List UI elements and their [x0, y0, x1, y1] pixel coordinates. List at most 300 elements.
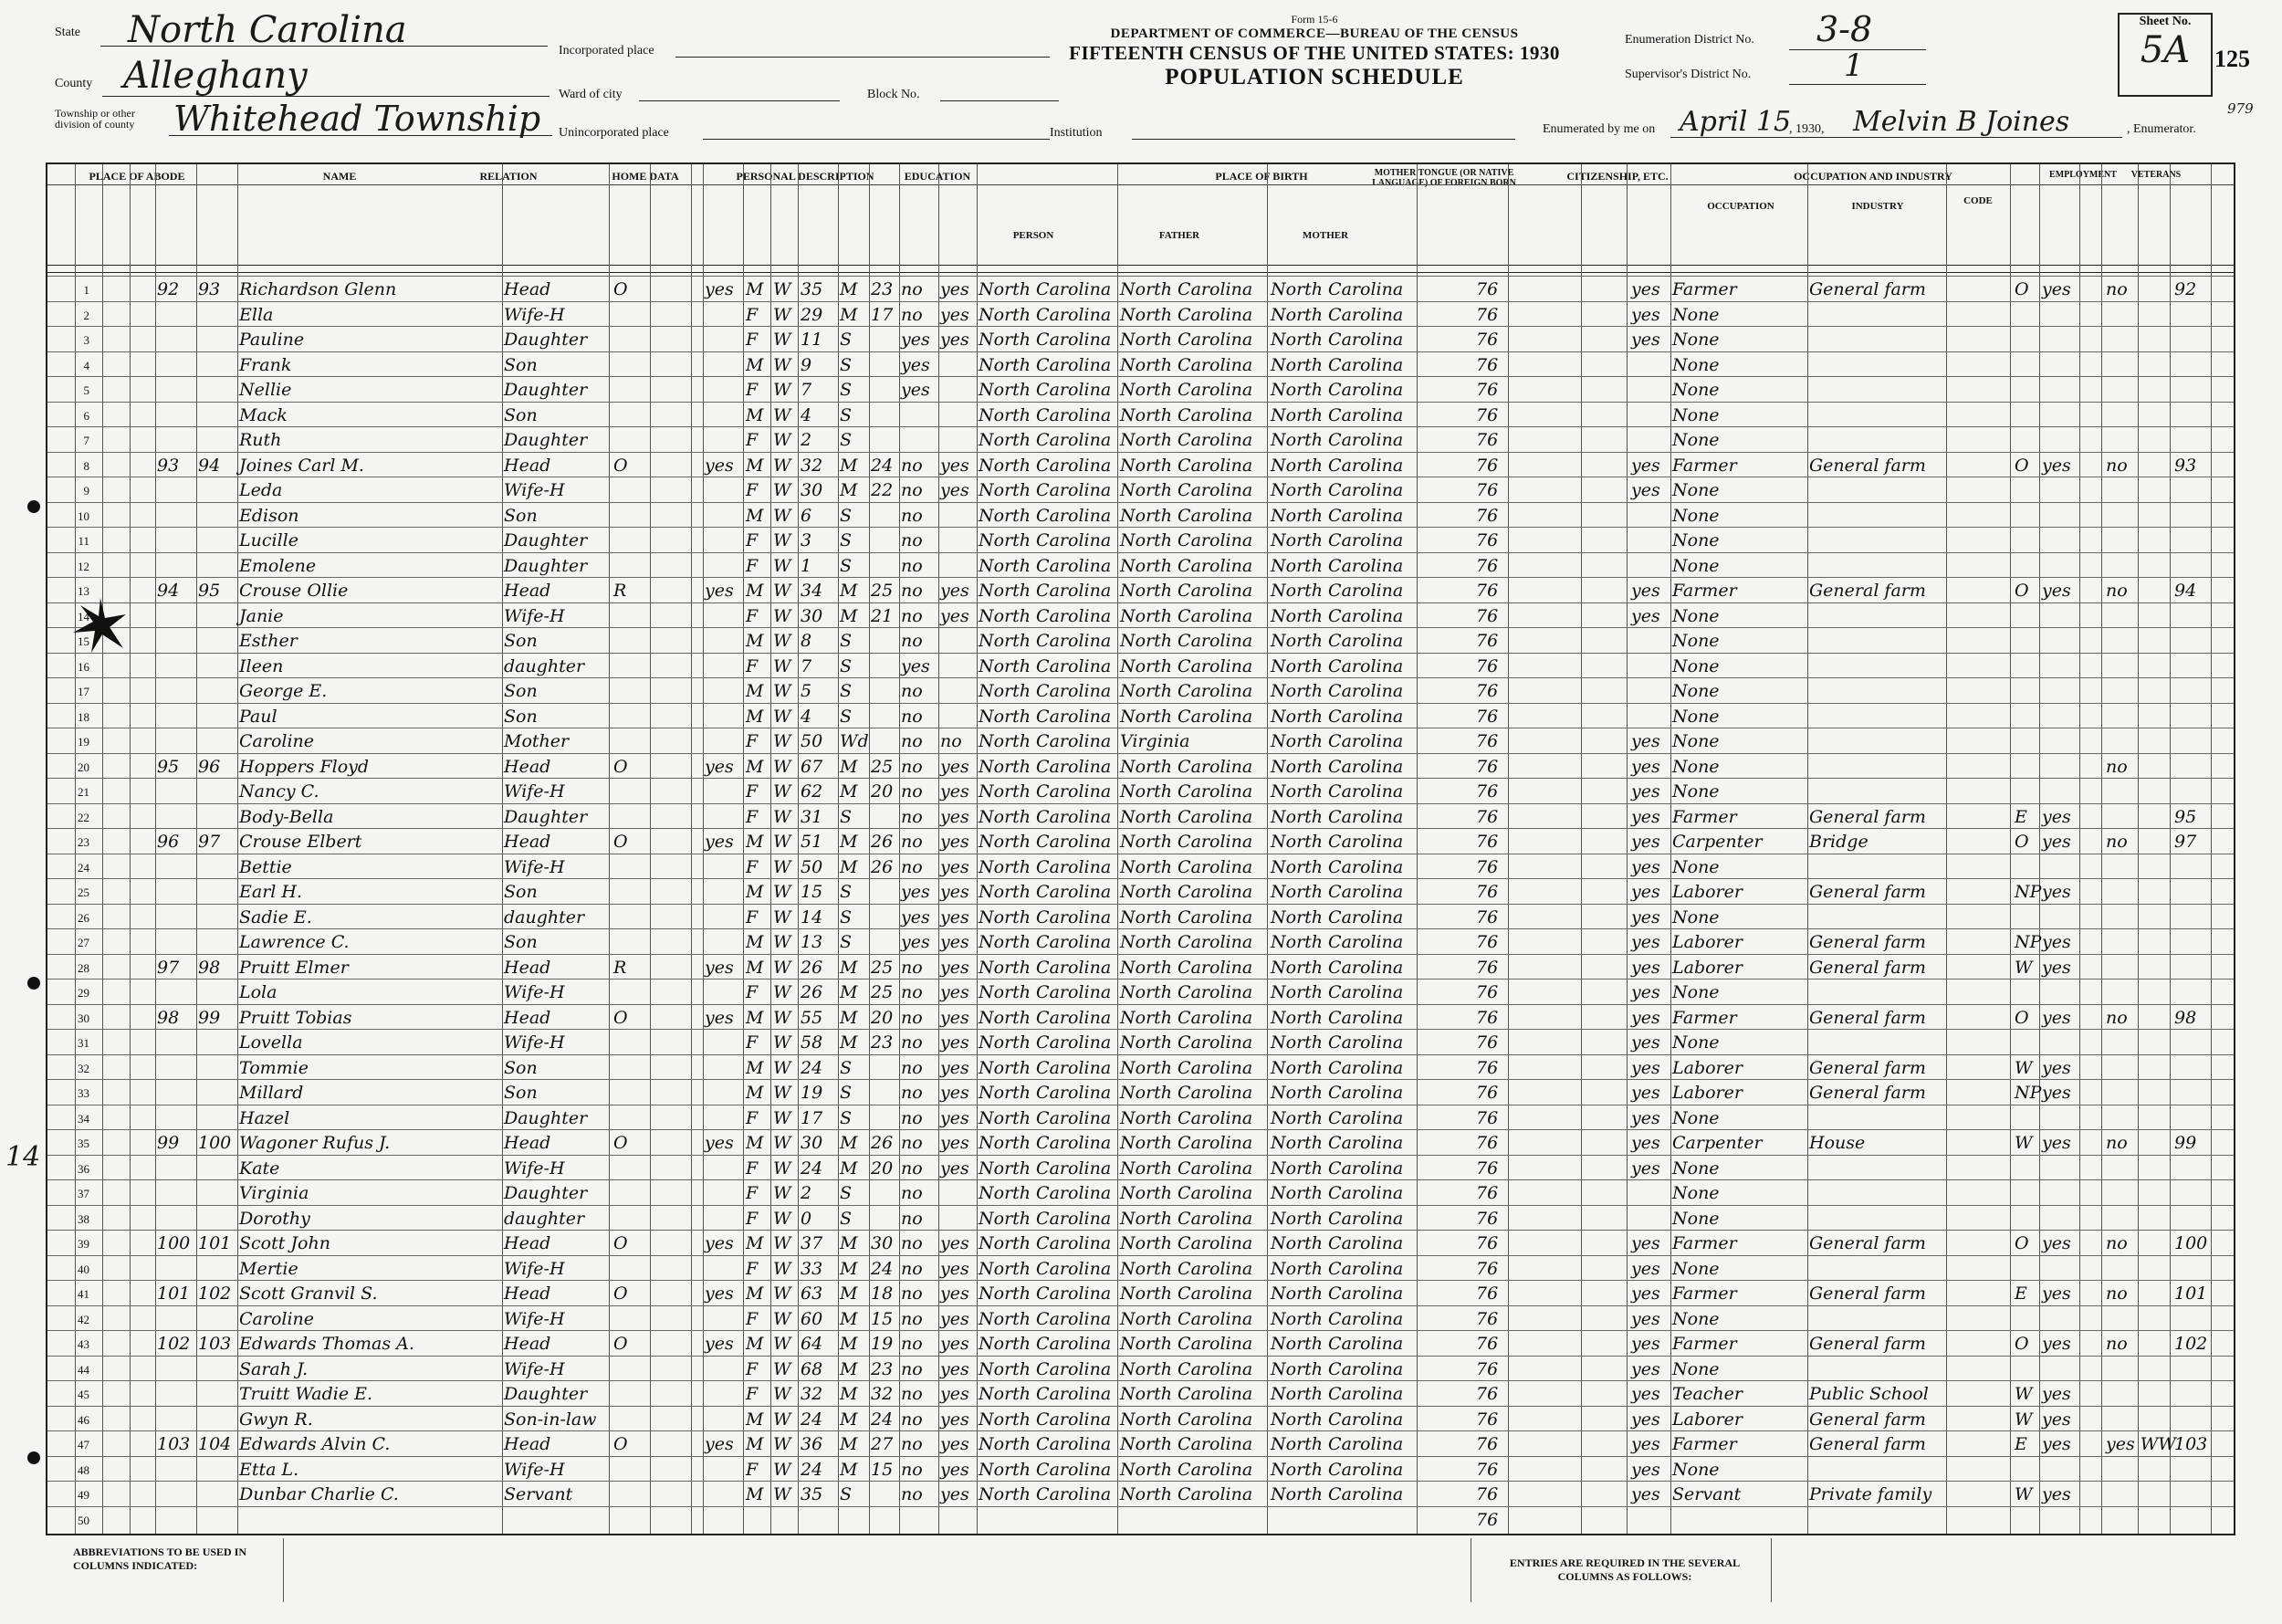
cell-own: [613, 403, 650, 429]
cell-eng: yes: [1631, 455, 1660, 476]
cell-name: Pruitt Elmer: [239, 957, 349, 978]
cell-occ: None: [1672, 330, 1720, 350]
cell-radio: yes: [705, 581, 734, 601]
cell-age: 24: [801, 1057, 823, 1078]
cell-radio: [705, 1105, 741, 1132]
cell-agem: [871, 1055, 898, 1082]
cell-mar: S: [840, 1107, 853, 1128]
cell-own: [613, 804, 650, 831]
cell-rel: Daughter: [504, 430, 588, 450]
cell-mar: S: [840, 932, 853, 952]
table-row: [47, 527, 2234, 553]
ward-label: Ward of city: [559, 88, 623, 101]
cell-occ: None: [1672, 756, 1720, 777]
punch-hole-1: [27, 500, 40, 513]
cell-bp: North Carolina: [979, 1032, 1112, 1053]
cell-cls: [2015, 980, 2037, 1006]
cell-bf: North Carolina: [1120, 1233, 1253, 1253]
cell-sex: F: [746, 1308, 759, 1329]
cell-bp: North Carolina: [979, 731, 1112, 751]
cell-mar: S: [840, 1083, 853, 1103]
census-title: FIFTEENTH CENSUS OF THE UNITED STATES: 1930: [1069, 42, 1560, 64]
cell-read: [940, 503, 977, 529]
cell-mar: M: [840, 1334, 858, 1354]
cell-work: [2042, 1206, 2078, 1232]
cell-farm: [2174, 654, 2211, 680]
cell-age: 32: [801, 455, 823, 476]
cell-race: W: [773, 631, 791, 651]
cell-bm: North Carolina: [1271, 756, 1404, 777]
cell-own: [613, 728, 650, 755]
cell-work: [2042, 352, 2078, 379]
cell-farm: 97: [2174, 832, 2197, 852]
cell-occ: Farmer: [1672, 1233, 1737, 1253]
cell-eng: [1631, 403, 1668, 429]
table-row: [47, 1155, 2234, 1181]
cell-ind: [1809, 427, 1946, 454]
cell-bp: North Carolina: [979, 1233, 1112, 1253]
cell-ind: [1809, 1105, 1946, 1132]
cell-fam: [198, 1357, 235, 1383]
cell-sch: no: [901, 957, 923, 978]
cell-ind: [1809, 779, 1946, 805]
cell-fam: [198, 477, 235, 504]
cell-fam: [198, 302, 235, 329]
cell-sex: M: [746, 505, 764, 526]
cell-code: 76: [1476, 882, 1499, 902]
cell-age: 3: [801, 530, 812, 550]
cell-name: Nancy C.: [239, 781, 319, 802]
cell-occ: None: [1672, 1459, 1720, 1480]
cell-sex: M: [746, 1133, 764, 1153]
cell-code: 76: [1476, 279, 1499, 299]
cell-age: 34: [801, 581, 823, 601]
cell-read: yes: [940, 1283, 969, 1304]
cell-radio: [705, 980, 741, 1006]
cell-farm: 102: [2174, 1334, 2208, 1354]
cell-sch: no: [901, 1484, 923, 1504]
table-row: [47, 854, 2234, 880]
cell-work: yes: [2042, 832, 2071, 852]
cell-rel: daughter: [504, 655, 585, 676]
cell-radio: [705, 1206, 741, 1232]
cell-work: [2042, 1457, 2078, 1483]
cell-sex: F: [746, 655, 759, 676]
cell-code: 76: [1476, 1459, 1499, 1480]
cell-dw: [157, 929, 194, 956]
cell-radio: [705, 503, 741, 529]
cell-rel: Head: [504, 279, 551, 299]
cell-rel: Head: [504, 1133, 551, 1153]
enumerator-label: , Enumerator.: [2127, 122, 2196, 136]
cell-cls: W: [2015, 1133, 2033, 1153]
cell-own: [613, 327, 650, 353]
cell-occ: None: [1672, 505, 1720, 526]
cell-dw: [157, 1482, 194, 1508]
cell-own: [613, 503, 650, 529]
cell-sex: F: [746, 1158, 759, 1179]
cell-radio: [705, 1507, 741, 1534]
cell-own: [613, 1105, 650, 1132]
cell-n: 12: [78, 559, 89, 573]
cell-occ: Farmer: [1672, 1007, 1737, 1028]
cell-n: 11: [78, 534, 89, 548]
cell-name: George E.: [239, 681, 328, 701]
cell-name: Richardson Glenn: [239, 279, 397, 299]
cell-race: W: [773, 856, 791, 877]
cell-sch: no: [901, 1308, 923, 1329]
cell-rel: Head: [504, 1434, 551, 1454]
cell-vet: no: [2106, 1007, 2128, 1028]
cell-read: [940, 1507, 977, 1534]
cell-bf: North Carolina: [1120, 581, 1253, 601]
cell-vet: [2106, 905, 2170, 931]
cell-ind: Bridge: [1809, 832, 1869, 852]
cell-work: yes: [2042, 1057, 2071, 1078]
cell-farm: [2174, 327, 2211, 353]
cell-dw: [157, 704, 194, 730]
cell-agem: [871, 905, 898, 931]
cell-sch: no: [901, 631, 923, 651]
cell-sex: F: [746, 555, 759, 576]
cell-cls: [2015, 603, 2037, 630]
cell-bm: North Carolina: [1271, 1484, 1404, 1504]
group-veterans: VETERANS: [2130, 170, 2182, 180]
cell-bp: [979, 1507, 1115, 1534]
cell-bf: North Carolina: [1120, 1308, 1253, 1329]
cell-bm: North Carolina: [1271, 1107, 1404, 1128]
cell-race: W: [773, 304, 791, 325]
cell-n: 2: [83, 308, 89, 322]
cell-vet: [2106, 628, 2170, 655]
cell-code: 76: [1476, 380, 1499, 400]
cell-name: Caroline: [239, 1308, 315, 1329]
cell-read: yes: [940, 1057, 969, 1078]
cell-code: 76: [1476, 1434, 1499, 1454]
cell-vet: [2106, 854, 2170, 881]
cell-radio: [705, 929, 741, 956]
cell-age: 58: [801, 1032, 823, 1053]
group-occupation: OCCUPATION AND INDUSTRY: [1794, 170, 1952, 183]
cell-dw: 101: [157, 1283, 191, 1304]
cell-rel: Daughter: [504, 1107, 588, 1128]
cell-read: yes: [940, 480, 969, 500]
cell-code: 76: [1476, 1007, 1499, 1028]
cell-code: 76: [1476, 1057, 1499, 1078]
cell-own: [613, 477, 650, 504]
cell-fam: [198, 427, 235, 454]
cell-eng: yes: [1631, 806, 1660, 827]
cell-farm: [2174, 1180, 2211, 1207]
cell-name: Edison: [239, 505, 299, 526]
cell-ind: [1809, 854, 1946, 881]
cell-radio: [705, 377, 741, 403]
cell-bf: North Carolina: [1120, 706, 1253, 727]
cell-occ: [1672, 1507, 1809, 1534]
cell-farm: [2174, 1482, 2211, 1508]
cell-radio: [705, 804, 741, 831]
cell-age: 32: [801, 1384, 823, 1404]
cell-eng: yes: [1631, 581, 1660, 601]
cell-sex: F: [746, 605, 759, 626]
cell-agem: 20: [871, 1158, 894, 1179]
cell-radio: yes: [705, 1007, 734, 1028]
cell-read: yes: [940, 756, 969, 777]
table-row: [47, 653, 2234, 679]
cell-code: 76: [1476, 1509, 1499, 1530]
cell-age: 2: [801, 1183, 812, 1203]
cell-sch: no: [901, 756, 923, 777]
cell-bm: North Carolina: [1271, 505, 1404, 526]
cell-farm: 94: [2174, 581, 2197, 601]
cell-read: no: [940, 731, 962, 751]
cell-ind: [1809, 553, 1946, 580]
cell-ind: [1809, 352, 1946, 379]
cell-code: 76: [1476, 505, 1499, 526]
cell-work: yes: [2042, 1233, 2071, 1253]
cell-bf: North Carolina: [1120, 1258, 1253, 1279]
cell-radio: [705, 1030, 741, 1056]
cell-own: [613, 1507, 650, 1534]
cell-farm: 95: [2174, 806, 2197, 827]
cell-code: 76: [1476, 1334, 1499, 1354]
cell-radio: [705, 728, 741, 755]
cell-n: 29: [78, 986, 89, 1000]
cell-farm: [2174, 503, 2211, 529]
cell-eng: [1631, 553, 1668, 580]
cell-bm: North Carolina: [1271, 832, 1404, 852]
cell-n: 23: [78, 835, 89, 849]
cell-ind: [1809, 1256, 1946, 1283]
cell-farm: [2174, 1457, 2211, 1483]
cell-read: yes: [940, 1459, 969, 1480]
cell-farm: [2174, 1105, 2211, 1132]
cell-sch: yes: [901, 906, 930, 927]
cell-bf: North Carolina: [1120, 555, 1253, 576]
cell-own: O: [613, 1133, 628, 1153]
cell-sch: no: [901, 1107, 923, 1128]
cell-code: 76: [1476, 982, 1499, 1002]
cell-vet: [2106, 528, 2170, 554]
cell-code: 76: [1476, 1283, 1499, 1304]
cell-rel: Wife-H: [504, 304, 565, 325]
cell-radio: yes: [705, 1283, 734, 1304]
cell-occ: None: [1672, 304, 1720, 325]
cell-dw: 97: [157, 957, 180, 978]
group-home-data: HOME DATA: [612, 170, 679, 183]
cell-name: Dorothy: [239, 1208, 310, 1229]
cell-occ: None: [1672, 430, 1720, 450]
cell-age: 15: [801, 882, 823, 902]
cell-eng: [1631, 704, 1668, 730]
cell-name: Pauline: [239, 330, 305, 350]
cell-sch: no: [901, 605, 923, 626]
cell-age: 24: [801, 1459, 823, 1480]
cell-cls: [2015, 1507, 2037, 1534]
cell-bm: North Carolina: [1271, 1133, 1404, 1153]
cell-sch: no: [901, 455, 923, 476]
cell-eng: [1631, 427, 1668, 454]
supervisor-label: Supervisor's District No.: [1625, 68, 1752, 81]
cell-read: yes: [940, 1258, 969, 1279]
cell-own: O: [613, 756, 628, 777]
cell-age: 51: [801, 832, 823, 852]
cell-name: Edwards Thomas A.: [239, 1334, 414, 1354]
cell-n: 50: [78, 1513, 89, 1527]
table-row: [47, 402, 2234, 428]
cell-cls: [2015, 754, 2037, 781]
cell-sex: F: [746, 330, 759, 350]
cell-fam: [198, 1156, 235, 1182]
cell-eng: yes: [1631, 781, 1660, 802]
cell-sex: F: [746, 1258, 759, 1279]
cell-vet: [2106, 1080, 2170, 1106]
cell-sch: no: [901, 1183, 923, 1203]
cell-work: yes: [2042, 279, 2071, 299]
cell-work: [2042, 1357, 2078, 1383]
cell-agem: [871, 327, 898, 353]
cell-farm: [2174, 955, 2211, 981]
cell-sex: M: [746, 681, 764, 701]
cell-read: [940, 1180, 977, 1207]
cell-read: yes: [940, 1409, 969, 1430]
cell-work: [2042, 403, 2078, 429]
cell-code: 76: [1476, 404, 1499, 425]
cell-agem: [871, 377, 898, 403]
cell-dw: [157, 1156, 194, 1182]
cell-bm: North Carolina: [1271, 1409, 1404, 1430]
cell-bp: North Carolina: [979, 1459, 1112, 1480]
cell-fam: [198, 1180, 235, 1207]
cell-fam: [198, 779, 235, 805]
cell-work: [2042, 779, 2078, 805]
cell-bm: North Carolina: [1271, 932, 1404, 952]
cell-fam: [198, 879, 235, 906]
cell-occ: None: [1672, 605, 1720, 626]
cell-radio: yes: [705, 1133, 734, 1153]
cell-age: 31: [801, 806, 823, 827]
cell-eng: yes: [1631, 1158, 1660, 1179]
cell-bf: North Carolina: [1120, 1283, 1253, 1304]
cell-own: [613, 779, 650, 805]
cell-bm: North Carolina: [1271, 906, 1404, 927]
cell-occ: Laborer: [1672, 882, 1743, 902]
cell-n: 24: [78, 860, 89, 875]
cell-vet: [2106, 1457, 2170, 1483]
cell-vet: [2106, 603, 2170, 630]
cell-dw: [157, 327, 194, 353]
cell-ind: [1809, 403, 1946, 429]
cell-read: yes: [940, 832, 969, 852]
cell-farm: [2174, 1030, 2211, 1056]
group-employment: EMPLOYMENT: [2049, 170, 2117, 180]
cell-code: 76: [1476, 756, 1499, 777]
cell-agem: [871, 728, 898, 755]
cell-bm: [1271, 1507, 1417, 1534]
cell-cls: NP: [2015, 1083, 2042, 1103]
cell-code: 76: [1476, 856, 1499, 877]
enumerated-label: Enumerated by me on: [1543, 122, 1656, 136]
cell-fam: [198, 377, 235, 403]
cell-eng: yes: [1631, 1409, 1660, 1430]
cell-eng: [1631, 628, 1668, 655]
cell-rel: Wife-H: [504, 1308, 565, 1329]
cell-bm: North Carolina: [1271, 631, 1404, 651]
cell-bf: North Carolina: [1120, 631, 1253, 651]
cell-rel: Servant: [504, 1484, 573, 1504]
cell-farm: [2174, 678, 2211, 705]
cell-vet: no: [2106, 581, 2128, 601]
cell-bp: North Carolina: [979, 1283, 1112, 1304]
cell-work: yes: [2042, 455, 2071, 476]
cell-work: [2042, 905, 2078, 931]
cell-cls: NP: [2015, 882, 2042, 902]
cell-read: yes: [940, 605, 969, 626]
cell-name: Wagoner Rufus J.: [239, 1133, 391, 1153]
cell-vet: no: [2106, 1233, 2128, 1253]
table-row: [47, 276, 2234, 302]
cell-bf: North Carolina: [1120, 455, 1253, 476]
cell-radio: [705, 352, 741, 379]
cell-n: 43: [78, 1337, 89, 1351]
cell-cls: W: [2015, 1057, 2033, 1078]
cell-farm: [2174, 704, 2211, 730]
cell-name: Etta L.: [239, 1459, 299, 1480]
cell-code: 76: [1476, 605, 1499, 626]
cell-bm: North Carolina: [1271, 1032, 1404, 1053]
department: DEPARTMENT OF COMMERCE—BUREAU OF THE CENSUS: [1110, 26, 1519, 41]
cell-vet: [2106, 1206, 2170, 1232]
star-mark-icon: [73, 598, 128, 653]
cell-fam: [198, 352, 235, 379]
cell-bm: North Carolina: [1271, 480, 1404, 500]
cell-vet: [2106, 1357, 2170, 1383]
cell-fam: [198, 327, 235, 353]
cell-farm: [2174, 779, 2211, 805]
table-row: [47, 1406, 2234, 1432]
cell-agem: [871, 1507, 898, 1534]
cell-agem: [871, 403, 898, 429]
cell-occ: None: [1672, 530, 1720, 550]
cell-bf: North Carolina: [1120, 505, 1253, 526]
cell-bp: North Carolina: [979, 906, 1112, 927]
cell-vet: [2106, 1482, 2170, 1508]
cell-name: Body-Bella: [239, 806, 334, 827]
cell-radio: [705, 1357, 741, 1383]
cell-code: 76: [1476, 781, 1499, 802]
cell-age: 67: [801, 756, 823, 777]
cell-dw: 102: [157, 1334, 191, 1354]
cell-mar: S: [840, 380, 853, 400]
cell-sex: M: [746, 706, 764, 727]
cell-cls: [2015, 477, 2037, 504]
cell-cls: O: [2015, 832, 2029, 852]
cell-sex: M: [746, 1334, 764, 1354]
cell-read: yes: [940, 806, 969, 827]
cell-work: [2042, 1030, 2078, 1056]
cell-dw: [157, 1407, 194, 1433]
cell-n: 1: [83, 283, 89, 297]
cell-dw: [157, 1206, 194, 1232]
cell-own: [613, 377, 650, 403]
cell-n: 20: [78, 760, 89, 774]
cell-work: [2042, 553, 2078, 580]
cell-cls: W: [2015, 1409, 2033, 1430]
cell-bm: North Carolina: [1271, 1308, 1404, 1329]
cell-sch: yes: [901, 330, 930, 350]
cell-ind: General farm: [1809, 279, 1926, 299]
cell-occ: Laborer: [1672, 932, 1743, 952]
